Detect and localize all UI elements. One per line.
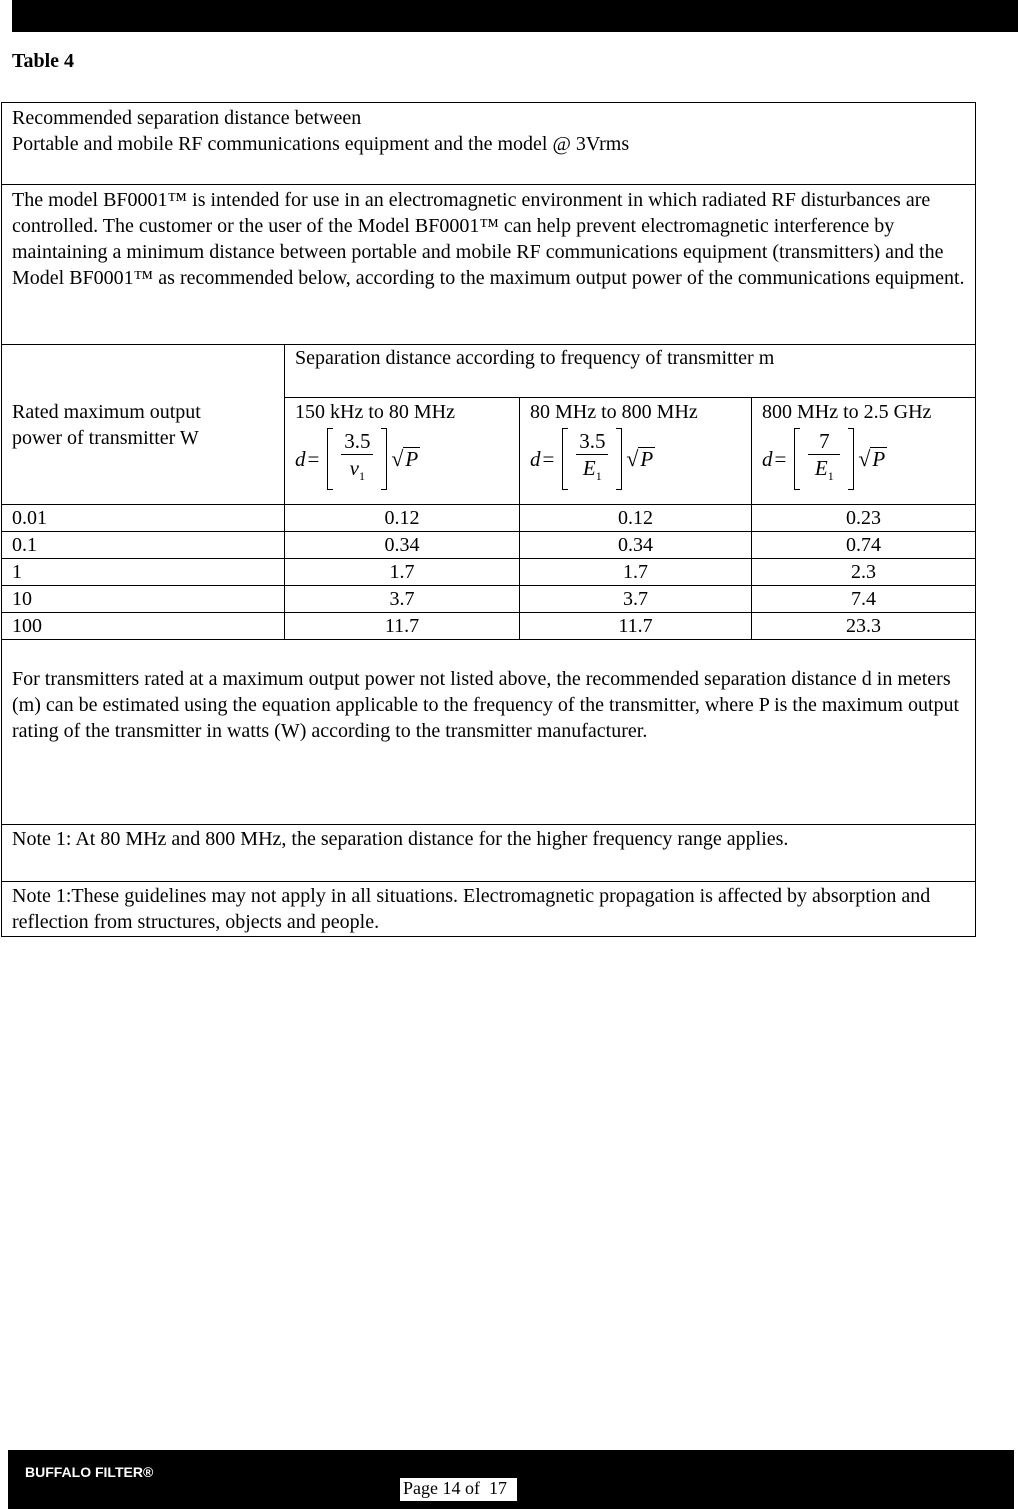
- distance-cell: 3.7: [520, 586, 752, 613]
- power-cell: 10: [2, 586, 285, 613]
- formula-radicand: P: [872, 447, 886, 471]
- table-row: [2, 559, 976, 586]
- distance-cell: 0.23: [752, 505, 976, 532]
- distance-cell: 7.4: [752, 586, 976, 613]
- rated-power-label: Rated maximum output power of transmitter W: [12, 400, 201, 449]
- distance-cell: 0.12: [520, 505, 752, 532]
- formula-equals: =: [307, 447, 320, 471]
- column-group-header-row: [2, 345, 976, 398]
- intro-cell: [2, 185, 976, 345]
- formula-bracket: [794, 428, 854, 490]
- band-range-3: 800 MHz to 2.5 GHz: [762, 401, 932, 423]
- formula-denominator-sub: 1: [827, 469, 834, 484]
- formula-denominator: E: [582, 456, 596, 481]
- distance-cell: 2.3: [752, 559, 976, 586]
- radical-icon: √: [391, 446, 404, 471]
- separation-header: Separation distance according to frequency of transmitter m: [295, 347, 775, 369]
- formula-bracket: [327, 428, 387, 490]
- distance-cell: 0.34: [285, 532, 520, 559]
- formula-denominator: v: [349, 456, 359, 481]
- note2-cell: [2, 882, 976, 937]
- separation-distance-table: [1, 102, 976, 937]
- estimation-note-cell: [2, 640, 976, 825]
- table-row: [2, 505, 976, 532]
- formula-denominator: E: [814, 456, 828, 481]
- formula-lhs: d: [762, 447, 773, 471]
- formula-sqrt: [858, 447, 887, 471]
- table-heading-cell: [2, 103, 976, 185]
- footer-bar: [8, 1450, 1014, 1509]
- heading-line-1: Recommended separation distance between: [12, 107, 362, 129]
- band-range-1: 150 kHz to 80 MHz: [295, 401, 455, 423]
- intro-text: The model BF0001™ is intended for use in an electromagnetic environment in which radiated RF disturbances are controlled. The customer or the user of the Model BF0001™ can help prevent electromagnetic interference by maintaining a minimum distance between portable and mobile RF communications equipment (transmitters) and the Model BF0001™ as recommended below, according to the maximum output power of the communications equipment.: [12, 189, 965, 289]
- formula-radicand: P: [640, 447, 654, 471]
- formula-numerator: 3.5: [344, 429, 371, 454]
- formula-lhs: d: [530, 447, 541, 471]
- distance-cell: 11.7: [285, 613, 520, 640]
- formula-equals: =: [774, 447, 787, 471]
- brand-name: BUFFALO FILTER®: [25, 1464, 154, 1480]
- note2-row: [2, 882, 976, 937]
- distance-cell: 23.3: [752, 613, 976, 640]
- formula-radicand: P: [405, 447, 419, 471]
- distance-cell: 1.7: [285, 559, 520, 586]
- estimation-note: For transmitters rated at a maximum output power not listed above, the recommended separation distance d in meters (m) can be estimated using the equation applicable to the frequency of the transmitter, where P is the maximum output rating of the transmitter in watts (W) according to the transmitter manufacturer.: [12, 668, 960, 742]
- distance-cell: 0.74: [752, 532, 976, 559]
- formula-bracket: [562, 428, 622, 490]
- estimation-note-row: [2, 640, 976, 825]
- formula-equals: =: [542, 447, 555, 471]
- separation-header-cell: [285, 345, 976, 398]
- note-2: Note 1:These guidelines may not apply in all situations. Electromagnetic propagation is affected by absorption and reflection from structures, objects and people.: [12, 885, 931, 933]
- radical-icon: √: [858, 446, 871, 471]
- band-range-2: 80 MHz to 800 MHz: [530, 401, 698, 423]
- formula-denominator-sub: 1: [359, 469, 365, 484]
- intro-row: [2, 185, 976, 345]
- power-cell: 100: [2, 613, 285, 640]
- page-number: [400, 1478, 517, 1501]
- distance-cell: 3.7: [285, 586, 520, 613]
- distance-cell: 11.7: [520, 613, 752, 640]
- rated-power-header: [2, 345, 285, 505]
- formula-band-2: [530, 427, 741, 491]
- formula-band-1: [295, 427, 509, 491]
- formula-denominator-sub: 1: [595, 469, 602, 484]
- note-1: Note 1: At 80 MHz and 800 MHz, the separation distance for the higher frequency range applies.: [12, 828, 789, 850]
- band-cell-3: [752, 398, 976, 505]
- power-cell: 0.1: [2, 532, 285, 559]
- band-cell-1: [285, 398, 520, 505]
- power-cell: 0.01: [2, 505, 285, 532]
- distance-cell: 1.7: [520, 559, 752, 586]
- radical-icon: √: [626, 446, 639, 471]
- power-cell: 1: [2, 559, 285, 586]
- table-title: Table 4: [12, 50, 75, 72]
- page-number-text: Page 14 of 17: [403, 1478, 507, 1498]
- heading-line-2: Portable and mobile RF communications equipment and the model @ 3Vrms: [12, 133, 630, 155]
- table-row: [2, 532, 976, 559]
- formula-numerator: 3.5: [579, 429, 606, 454]
- distance-cell: 0.12: [285, 505, 520, 532]
- header-bar: [12, 0, 1018, 32]
- formula-sqrt: [626, 447, 655, 471]
- band-cell-2: [520, 398, 752, 505]
- distance-cell: 0.34: [520, 532, 752, 559]
- formula-lhs: d: [295, 447, 306, 471]
- formula-band-3: [762, 427, 965, 491]
- table-heading-row: [2, 103, 976, 185]
- formula-sqrt: [391, 447, 420, 471]
- note1-cell: [2, 825, 976, 882]
- note1-row: [2, 825, 976, 882]
- table-row: [2, 586, 976, 613]
- formula-numerator: 7: [819, 429, 830, 454]
- table-row: [2, 613, 976, 640]
